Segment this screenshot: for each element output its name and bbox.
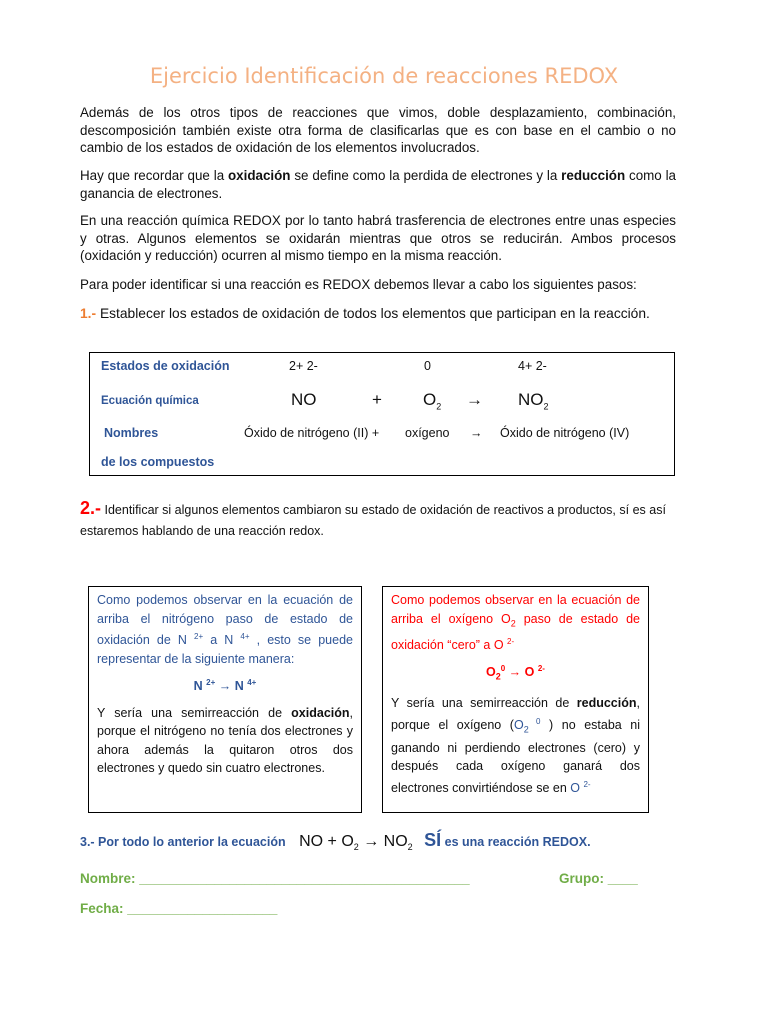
- step-2-number: 2.-: [80, 498, 102, 518]
- term-oxidacion: oxidación: [227, 168, 291, 183]
- step-3-tail: es una reacción REDOX.: [441, 835, 591, 849]
- row-label-names-1: Nombres: [104, 426, 159, 440]
- oxidation-states-table: [89, 352, 675, 476]
- intro-paragraph-4: Para poder identificar si una reacción es REDOX debemos llevar a cabo los siguientes pasos:: [80, 277, 637, 292]
- step-3-conclusion: [80, 830, 700, 852]
- names-arrow: →: [470, 426, 483, 440]
- formula-o2: $O_2$: [423, 390, 442, 412]
- formula-no: NO: [291, 390, 317, 409]
- oxidation-state-no: 2+ 2-: [289, 359, 318, 373]
- page-title: Ejercicio Identificación de reacciones REDOX: [149, 64, 619, 88]
- intro-paragraph-2: [80, 167, 676, 202]
- reduction-box-conclusion: Y sería una semirreacción de reducción, porque el oxígeno ($O_2$ $^0$ ) no estaba ni ganando ni perdiendo electrones (cero) y después cada oxígeno ganará dos electrones convirtiéndose se en O $^{2-}$: [391, 696, 641, 796]
- formula-no2: $NO_2$: [518, 390, 549, 412]
- term-reduccion: reducción: [561, 168, 626, 183]
- intro-p2-part-c: se define como la perdida de electrones y la: [290, 168, 562, 183]
- step-1-number: 1.-: [80, 306, 97, 321]
- step-1-text: Establecer los estados de oxidación de todos los elementos que participan en la reacción.: [96, 306, 650, 321]
- oxidation-state-no2: 4+ 2-: [518, 359, 547, 373]
- name-o2: oxígeno: [405, 426, 450, 440]
- oxidation-explanation-box: [88, 586, 362, 813]
- step-1: [80, 305, 676, 323]
- oxidation-semireaction: N $^{2+}$ → N $^{4+}$: [193, 678, 257, 694]
- reduction-box-intro: Como podemos observar en la ecuación de arriba el oxígeno $O_2$ paso de estado de oxidación “cero” a O $^{2-}$: [391, 593, 641, 652]
- plus-sign: +: [372, 390, 382, 409]
- reduction-explanation-box: [382, 586, 649, 813]
- intro-p2-part-e: como la ganancia de electrones.: [80, 168, 677, 201]
- step-2: [80, 498, 680, 542]
- fecha-field[interactable]: Fecha: ____________________: [80, 901, 278, 916]
- step-3-equation: NO + $O_2 \to NO_2$: [299, 833, 413, 853]
- name-no2: Óxido de nitrógeno (IV): [500, 426, 630, 440]
- row-label-names-2: de los compuestos: [101, 455, 215, 469]
- name-no: Óxido de nitrógeno (II) +: [244, 426, 380, 440]
- reduction-semireaction: $O_2^0 \to O$ $^{2-}$: [486, 664, 545, 682]
- step-3-si: SÍ: [424, 830, 442, 850]
- grupo-field[interactable]: Grupo: ____: [559, 871, 638, 886]
- oxidation-state-o2: 0: [424, 359, 431, 373]
- reaction-arrow: →: [466, 390, 483, 409]
- row-label-oxidation-states: Estados de oxidación: [101, 359, 230, 373]
- step-3-label: 3.- Por todo lo anterior la ecuación: [80, 835, 286, 849]
- intro-paragraph-3: En una reacción química REDOX por lo tanto habrá trasferencia de electrones entre unas especies y otras. Algunos elementos se oxidarán mientras que otros se reducirán. Ambos procesos (oxidación y reducción) ocurren al mismo tiempo en la misma reacción.: [80, 213, 676, 263]
- oxidation-box-intro: Como podemos observar en la ecuación de arriba el nitrógeno paso de estado de oxidación de N $^{2+}$ a N $^{4+}$ , esto se puede representar de la siguiente manera:: [97, 593, 353, 666]
- oxidation-box-conclusion: Y sería una semirreacción de oxidación, porque el nitrógeno no tenía dos electrones y ahora además la quitaron otros dos electrones y quedo sin cuatro electrones.: [97, 705, 353, 776]
- nombre-field[interactable]: Nombre: ____________________________________________: [80, 871, 470, 886]
- intro-p2-part-a: Hay que recordar que la: [80, 168, 228, 183]
- intro-paragraph-1: Además de los otros tipos de reacciones que vimos, doble desplazamiento, combinación, descomposición también existe otra forma de clasificarlas que es con base en el cambio o no cambio de los estados de oxidación de los elementos involucrados.: [80, 105, 676, 155]
- row-label-chemical-equation: Ecuación química: [101, 395, 199, 407]
- step-2-text: Identificar si algunos elementos cambiaron su estado de oxidación de reactivos a productos, sí es así estaremos hablando de una reacción redox.: [80, 503, 666, 538]
